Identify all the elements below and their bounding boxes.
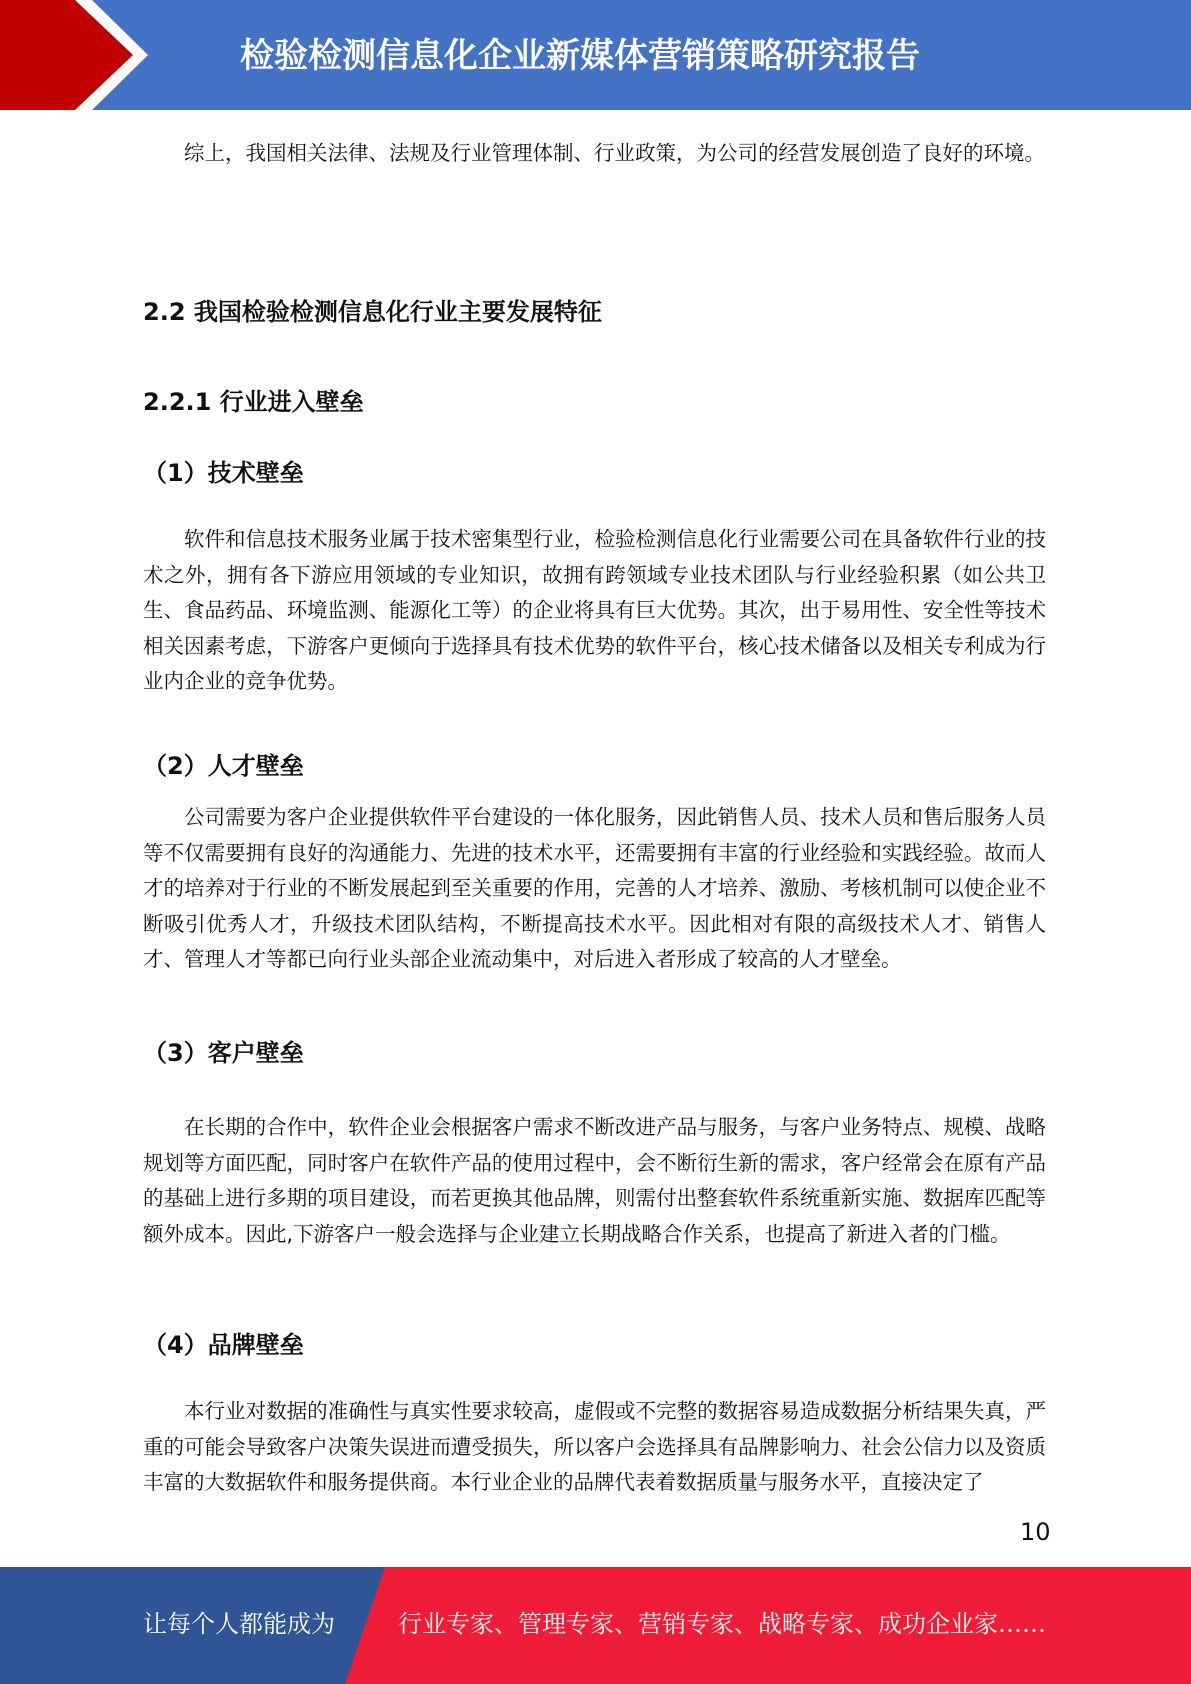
section-heading: 2.2 我国检验检测信息化行业主要发展特征	[143, 298, 602, 326]
item-paragraph: 在长期的合作中，软件企业会根据客户需求不断改进产品与服务，与客户业务特点、规模、战略规划等方面匹配，同时客户在软件产品的使用过程中，会不断衍生新的需求，客户经常会在原有产品的基础上进行多期的项目建设，而若更换其他品牌，则需付出整套软件系统重新实施、数据库匹配等额外成本。因此,下游客户一般会选择与企业建立长期战略合作关系，也提高了新进入者的门槛。	[143, 1115, 1046, 1246]
item-heading: （3）客户壁垒	[143, 1039, 304, 1067]
footer-slogan-left: 让每个人都能成为	[143, 1610, 335, 1638]
page-header	[0, 0, 1191, 110]
item-paragraph: 本行业对数据的准确性与真实性要求较高，虚假或不完整的数据容易造成数据分析结果失真，严重的可能会导致客户决策失误进而遭受损失，所以客户会选择具有品牌影响力、社会公信力以及资质丰富的大数据软件和服务提供商。本行业企业的品牌代表着数据质量与服务水平，直接决定了	[143, 1399, 1046, 1494]
header-chevron-decoration	[0, 0, 160, 110]
page-footer	[0, 1567, 1191, 1684]
item-heading: （1）技术壁垒	[143, 459, 304, 487]
document-title: 检验检测信息化企业新媒体营销策略研究报告	[240, 36, 920, 76]
page-number: 10	[1020, 1518, 1051, 1546]
subsection-heading: 2.2.1 行业进入壁垒	[143, 388, 364, 416]
item-heading: （2）人才壁垒	[143, 752, 304, 780]
footer-slogan-right: 行业专家、管理专家、营销专家、战略专家、成功企业家……	[398, 1610, 1046, 1638]
item-paragraph: 公司需要为客户企业提供软件平台建设的一体化服务，因此销售人员、技术人员和售后服务人员等不仅需要拥有良好的沟通能力、先进的技术水平，还需要拥有丰富的行业经验和实践经验。故而人才的培养对于行业的不断发展起到至关重要的作用，完善的人才培养、激励、考核机制可以使企业不断吸引优秀人才，升级技术团队结构，不断提高技术水平。因此相对有限的高级技术人才、销售人才、管理人才等都已向行业头部企业流动集中，对后进入者形成了较高的人才壁垒。	[143, 805, 1046, 971]
item-heading: （4）品牌壁垒	[143, 1331, 304, 1359]
intro-paragraph: 综上，我国相关法律、法规及行业管理体制、行业政策，为公司的经营发展创造了良好的环境。	[184, 141, 1045, 165]
item-paragraph: 软件和信息技术服务业属于技术密集型行业，检验检测信息化行业需要公司在具备软件行业的技术之外，拥有各下游应用领域的专业知识，故拥有跨领域专业技术团队与行业经验积累（如公共卫生、食品药品、环境监测、能源化工等）的企业将具有巨大优势。其次，出于易用性、安全性等技术相关因素考虑，下游客户更倾向于选择具有技术优势的软件平台，核心技术储备以及相关专利成为行业内企业的竞争优势。	[143, 527, 1046, 693]
